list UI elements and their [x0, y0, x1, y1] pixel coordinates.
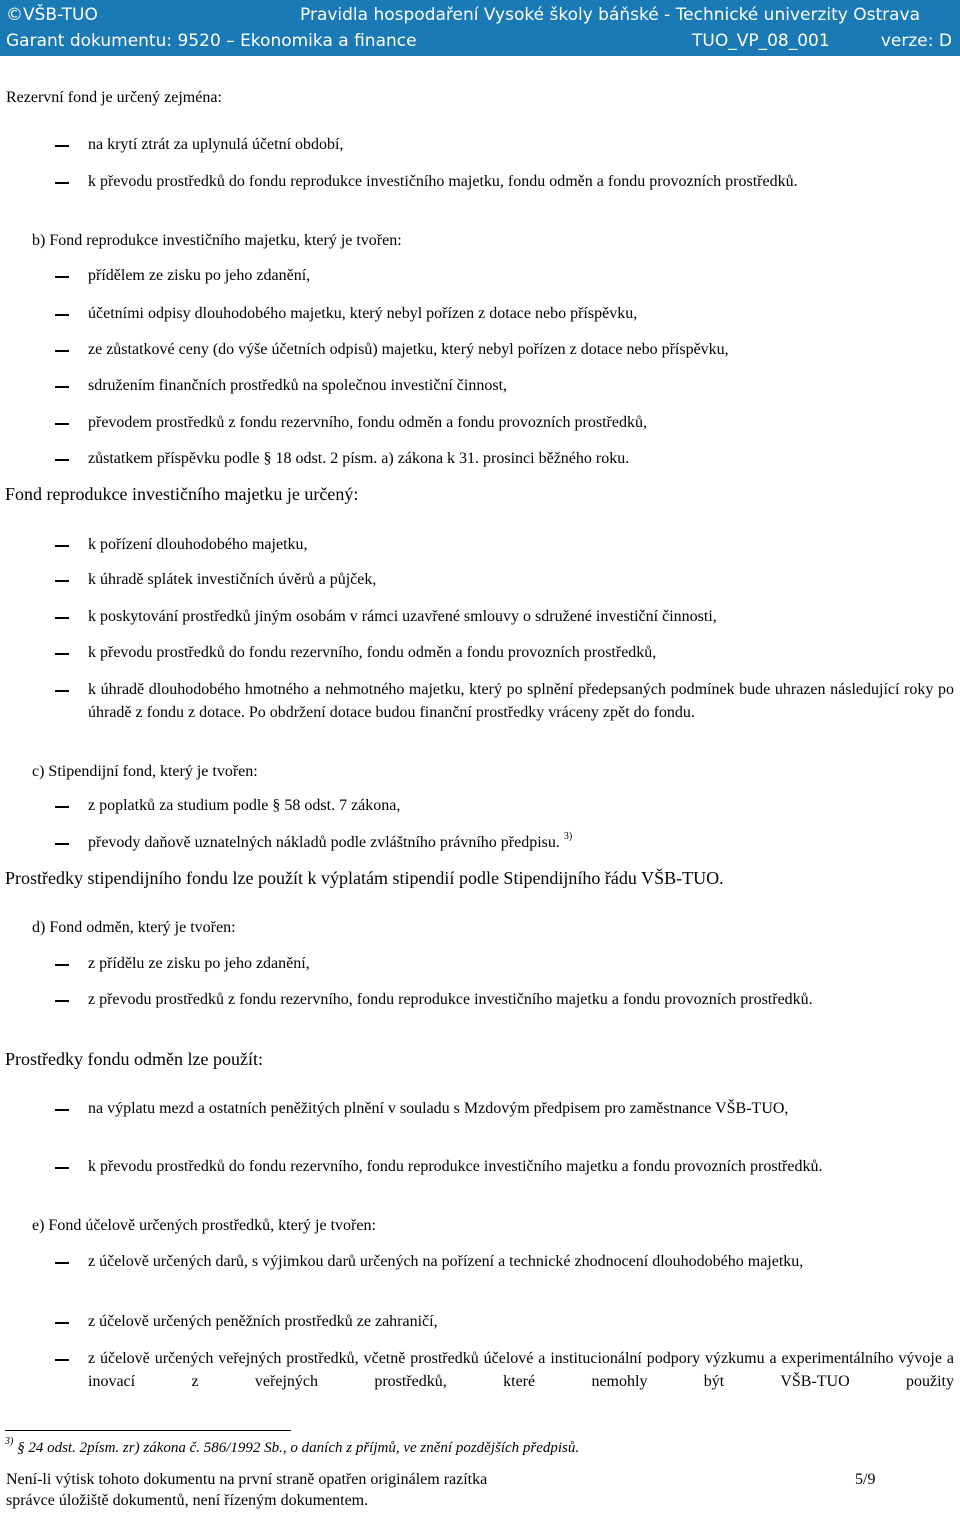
section-c-usage: Prostředky stipendijního fondu lze použít k výplatám stipendií podle Stipendijního řádu VŠB-TUO.	[5, 868, 724, 888]
bullet-dash	[55, 314, 69, 316]
list-item: sdružením finančních prostředků na společnou investiční činnost,	[88, 377, 508, 394]
list-item: zůstatkem příspěvku podle § 18 odst. 2 písm. a) zákona k 31. prosinci běžného roku.	[88, 450, 630, 467]
reserve-fund-intro: Rezervní fond je určený zejména:	[6, 89, 222, 106]
document-code: TUO_VP_08_001	[692, 31, 830, 51]
bullet-dash	[55, 806, 69, 808]
section-b-title: b) Fond reprodukce investičního majetku, který je tvořen:	[32, 232, 402, 249]
bullet-dash	[55, 1359, 69, 1361]
section-b-usage-intro: Fond reprodukce investičního majetku je určený:	[5, 484, 359, 504]
bullet-dash	[55, 690, 69, 692]
document-version: verze: D	[880, 31, 952, 51]
bullet-dash	[55, 1167, 69, 1169]
footnote-separator	[5, 1430, 291, 1431]
list-item: z poplatků za studium podle § 58 odst. 7 zákona,	[88, 797, 401, 814]
footer-line-1: Není-li výtisk tohoto dokumentu na první straně opatřen originálem razítka	[6, 1471, 488, 1488]
section-d-usage-intro: Prostředky fondu odměn lze použít:	[5, 1049, 263, 1069]
section-e-title: e) Fond účelově určených prostředků, který je tvořen:	[32, 1217, 376, 1234]
list-item	[88, 831, 954, 854]
bullet-dash	[55, 653, 69, 655]
copyright-label: ©VŠB-TUO	[6, 5, 98, 25]
list-item: převodem prostředků z fondu rezervního, fondu odměn a fondu provozních prostředků,	[88, 414, 647, 431]
list-item: k pořízení dlouhodobého majetku,	[88, 536, 308, 553]
list-item: k úhradě splátek investičních úvěrů a půjček,	[88, 571, 377, 588]
bullet-dash	[55, 145, 69, 147]
list-item: ze zůstatkové ceny (do výše účetních odpisů) majetku, který nebyl pořízen z dotace nebo příspěvku,	[88, 341, 729, 358]
list-item: na výplatu mezd a ostatních peněžitých plnění v souladu s Mzdovým předpisem pro zaměstnance VŠB-TUO,	[88, 1100, 789, 1117]
section-d-title: d) Fond odměn, který je tvořen:	[32, 919, 236, 936]
footnote-mark: 3)	[5, 1436, 14, 1447]
footnote-text: § 24 odst. 2písm. zr) zákona č. 586/1992 Sb., o daních z příjmů, ve znění pozdějších předpisů.	[17, 1440, 580, 1456]
list-item: z účelově určených peněžních prostředků ze zahraničí,	[88, 1313, 438, 1330]
bullet-dash	[55, 350, 69, 352]
document-subheader	[0, 26, 960, 56]
footnote-ref: 3)	[563, 831, 573, 842]
bullet-dash	[55, 580, 69, 582]
bullet-dash	[55, 276, 69, 278]
list-item: z účelově určených veřejných prostředků, včetně prostředků účelové a institucionální podpory výzkumu a experimentálního vývoje a inovací z veřejných prostředků, které nemohly být VŠB-TUO použity	[88, 1350, 954, 1390]
list-item: k převodu prostředků do fondu reprodukce investičního majetku, fondu odměn a fondu provozních prostředků.	[88, 173, 798, 190]
bullet-dash	[55, 545, 69, 547]
bullet-dash	[55, 1000, 69, 1002]
footer-line-2: správce úložiště dokumentů, není řízeným dokumentem.	[6, 1492, 369, 1509]
document-guarantor: Garant dokumentu: 9520 – Ekonomika a finance	[6, 31, 417, 51]
bullet-dash	[55, 182, 69, 184]
list-item: k převodu prostředků do fondu rezervního, fondu reprodukce investičního majetku a fondu provozních prostředků.	[88, 1158, 823, 1175]
list-item-text: převody daňově uznatelných nákladů podle zvláštního právního předpisu.	[88, 834, 560, 851]
bullet-dash	[55, 843, 69, 845]
bullet-dash	[55, 386, 69, 388]
list-item: přídělem ze zisku po jeho zdanění,	[88, 267, 311, 284]
bullet-dash	[55, 1262, 69, 1264]
bullet-dash	[55, 1109, 69, 1111]
page-number: 5/9	[855, 1471, 876, 1488]
bullet-dash	[55, 1322, 69, 1324]
section-c-title: c) Stipendijní fond, který je tvořen:	[32, 763, 258, 780]
list-item: z přídělu ze zisku po jeho zdanění,	[88, 955, 310, 972]
bullet-dash	[55, 459, 69, 461]
document-title: Pravidla hospodaření Vysoké školy báňské - Technické univerzity Ostrava	[300, 5, 921, 25]
bullet-dash	[55, 964, 69, 966]
list-item: k převodu prostředků do fondu rezervního, fondu odměn a fondu provozních prostředků,	[88, 644, 657, 661]
bullet-dash	[55, 423, 69, 425]
list-item: na krytí ztrát za uplynulá účetní období,	[88, 136, 344, 153]
list-item: k poskytování prostředků jiným osobám v rámci uzavřené smlouvy o sdružené investiční činnosti,	[88, 608, 717, 625]
list-item: z účelově určených darů, s výjimkou darů určených na pořízení a technické zhodnocení dlouhodobého majetku,	[88, 1253, 804, 1270]
list-item: k úhradě dlouhodobého hmotného a nehmotného majetku, který po splnění předepsaných podmínek bude uhrazen následující roky po úhradě z fondu z dotace. Po obdržení dotace budou finanční prostředky vráceny zpět do fondu.	[88, 681, 954, 721]
list-item: z převodu prostředků z fondu rezervního, fondu reprodukce investičního majetku a fondu provozních prostředků.	[88, 991, 813, 1008]
bullet-dash	[55, 617, 69, 619]
footnote	[5, 1436, 580, 1457]
list-item: účetními odpisy dlouhodobého majetku, který nebyl pořízen z dotace nebo příspěvku,	[88, 305, 638, 322]
